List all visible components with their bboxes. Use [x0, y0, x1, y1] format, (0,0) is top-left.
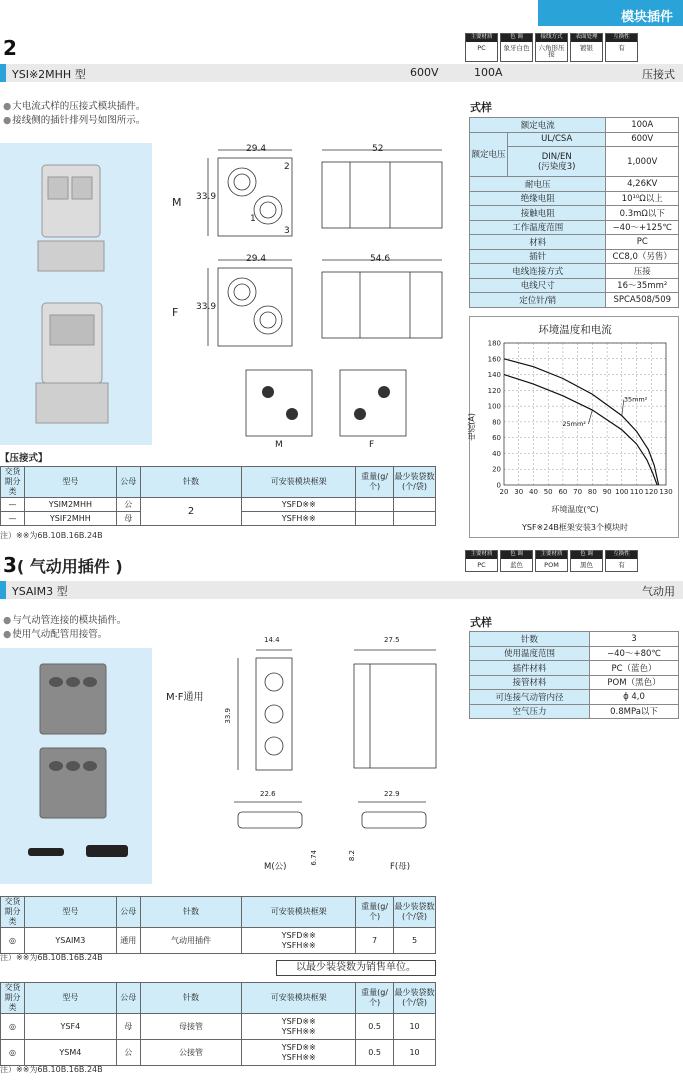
spec-key: 空气压力: [470, 704, 590, 719]
dim-width: 22.6: [260, 790, 276, 798]
spec-key: 工作温度范围: [470, 220, 606, 235]
pneumatic-illustration: [0, 648, 152, 884]
badge: 色 调 黑色: [570, 550, 603, 572]
voltage-rating: 600V: [410, 66, 439, 79]
col-header: 公母: [116, 983, 140, 1014]
x-tick-label: 50: [543, 488, 553, 496]
female-label: F(母): [390, 862, 411, 872]
feature-item: ● 与气动管连接的模块插件。: [3, 614, 126, 628]
col-header: 最少装袋数(个/袋): [394, 983, 436, 1014]
spec-title: 式样: [470, 616, 492, 629]
spec-table: [469, 117, 679, 308]
section-number: 3: [3, 553, 17, 577]
spec-key: 接管材料: [470, 675, 590, 690]
x-tick-label: 110: [629, 488, 644, 496]
col-header: 最少装袋数(个/袋): [394, 897, 436, 928]
current-rating: 100A: [474, 66, 503, 79]
col-header: 可安装模块框架: [242, 467, 356, 498]
dim-height: 33.9: [224, 708, 232, 724]
accessory-table: [0, 982, 436, 1066]
chart-title: 环境温度和电流: [538, 324, 612, 336]
dim-length: 52: [372, 144, 384, 154]
col-header: 重量(g/个): [356, 467, 394, 498]
spec-key: UL/CSA: [508, 132, 606, 147]
x-tick-label: 80: [587, 488, 597, 496]
series-leader: [588, 410, 592, 424]
spec-value: ϕ 4,0: [590, 690, 679, 705]
table-row: — YSIF2MHH 母 YSFH※※: [1, 512, 436, 526]
col-header: 公母: [116, 897, 140, 928]
spec-title: 式样: [470, 101, 492, 114]
spec-value: 10¹⁰Ω以上: [606, 191, 679, 206]
feature-item: ● 使用气动配管用接管。: [3, 628, 126, 642]
plot-frame: [504, 343, 666, 485]
product-table: [0, 896, 436, 954]
feature-item: ● 大电流式样的压接式模块插件。: [3, 100, 145, 114]
product-table: [0, 466, 436, 526]
col-header: 针数: [140, 897, 242, 928]
section-number: 2: [3, 36, 17, 60]
dim-length: 27.5: [384, 636, 400, 644]
y-tick-label: 160: [487, 355, 501, 364]
spec-value: CC8,0（另售）: [606, 249, 679, 264]
col-header: 交货期分类: [1, 467, 25, 498]
y-tick-label: 0: [496, 481, 501, 490]
col-header: 最少装袋数(个/袋): [394, 467, 436, 498]
footnote: 注）※※为6B.10B.16B.24B: [0, 953, 103, 962]
col-header: 公母: [116, 467, 140, 498]
y-tick-label: 20: [492, 465, 501, 474]
badge: 色 调 蓝色: [500, 550, 533, 572]
col-header: 型号: [24, 467, 116, 498]
spec-key: 额定电压: [470, 132, 508, 177]
spec-value: SPCA508/509: [606, 293, 679, 308]
spec-key: 插针: [470, 249, 606, 264]
col-header: 重量(g/个): [356, 897, 394, 928]
dim-width: 29.4: [246, 254, 267, 264]
product-photo: [0, 143, 152, 445]
spec-key: 绝缘电阻: [470, 191, 606, 206]
feature-item: ● 接线侧的插针排列号如图所示。: [3, 114, 145, 128]
x-tick-label: 60: [558, 488, 568, 496]
x-tick-label: 40: [528, 488, 538, 496]
table-row: ◎ YSF4 母 母接管 YSFD※※ YSFH※※ 0.5 10: [1, 1014, 436, 1040]
series-line: [504, 375, 657, 485]
y-tick-label: 140: [487, 371, 501, 380]
col-header: 型号: [24, 983, 116, 1014]
table-row: ◎ YSM4 公 公接管 YSFD※※ YSFH※※ 0.5 10: [1, 1040, 436, 1066]
pin-layout-f-label: F: [369, 440, 375, 450]
y-tick-label: 180: [487, 339, 501, 348]
spec-key: 耐电压: [470, 177, 606, 192]
spec-key: 针数: [470, 632, 590, 647]
badge: 接线方式 六角形压接: [535, 33, 568, 62]
spec-key: 材料: [470, 235, 606, 250]
connector-illustration: [0, 143, 152, 445]
section-title-bar: [0, 581, 683, 599]
spec-value: 0.8MPa以下: [590, 704, 679, 719]
product-table-title: 【压接式】: [0, 453, 48, 464]
section-title-bar: [0, 64, 683, 82]
x-tick-label: 130: [659, 488, 673, 496]
connection-type: 压接式: [642, 68, 675, 81]
y-tick-label: 120: [487, 386, 501, 395]
spec-value: 100A: [606, 118, 679, 133]
section-subtitle: ( 气动用插件 ): [16, 557, 123, 576]
spec-key: DIN/EN (污染度3): [508, 147, 606, 177]
label-m: M: [172, 196, 182, 209]
badge: 主要材质 PC: [465, 33, 498, 62]
spec-value: 3: [590, 632, 679, 647]
footnote: 注）※※为6B.10B.16B.24B: [0, 1065, 103, 1074]
badge: 互换性 有: [605, 550, 638, 572]
chart-caption: YSF※24B框架安装3个模块时: [521, 523, 629, 532]
chart-ylabel: 电流(A): [467, 413, 476, 441]
feature-list: [3, 614, 126, 642]
spec-value: 16～35mm²: [606, 278, 679, 293]
x-tick-label: 90: [602, 488, 612, 496]
category-tab: 模块插件: [538, 0, 683, 26]
spec-value: POM（黑色）: [590, 675, 679, 690]
pin-number: 2: [284, 162, 290, 172]
badge: 主要材质 POM: [535, 550, 568, 572]
badge: 色 调 象牙白色: [500, 33, 533, 62]
spec-key: 接触电阻: [470, 206, 606, 221]
spec-key: 可连接气动管内径: [470, 690, 590, 705]
dim-width: 14.4: [264, 636, 280, 644]
connection-type: 气动用: [642, 585, 675, 598]
dim-height: 33.9: [196, 192, 217, 202]
table-row: ◎ YSAIM3 通用 气动用插件 YSFD※※ YSFH※※ 7 5: [1, 928, 436, 954]
mf-common-label: M·F通用: [166, 692, 204, 703]
dim-height: 8.2: [348, 850, 356, 862]
male-label: M(公): [264, 862, 287, 872]
dim-width: 29.4: [246, 144, 267, 154]
series-label: 35mm²: [623, 395, 648, 404]
series-label: 25mm²: [562, 420, 586, 429]
spec-value: PC: [606, 235, 679, 250]
spec-value: 0.3mΩ以下: [606, 206, 679, 221]
col-header: 交货期分类: [1, 983, 25, 1014]
badge: 表面处理 镀银: [570, 33, 603, 62]
pin-number: 1: [250, 214, 256, 224]
dim-height: 33.9: [196, 302, 217, 312]
spec-value: 1,000V: [606, 147, 679, 177]
x-tick-label: 30: [514, 488, 524, 496]
spec-value: 4,26KV: [606, 177, 679, 192]
col-header: 型号: [24, 897, 116, 928]
y-tick-label: 60: [492, 434, 501, 443]
label-f: F: [172, 306, 179, 319]
spec-key: 定位针/销: [470, 293, 606, 308]
technical-drawing: [160, 628, 450, 878]
col-header: 重量(g/个): [356, 983, 394, 1014]
col-header: 可安装模块框架: [242, 983, 356, 1014]
y-tick-label: 40: [492, 449, 501, 458]
col-header: 交货期分类: [1, 897, 25, 928]
technical-drawing: [160, 140, 450, 460]
spec-key: 插件材料: [470, 661, 590, 676]
spec-key: 额定电流: [470, 118, 606, 133]
y-tick-label: 80: [492, 418, 501, 427]
derating-chart: [469, 316, 679, 538]
spec-key: 电线连接方式: [470, 264, 606, 279]
badge: 互换性 有: [605, 33, 638, 62]
dim-length: 54.6: [370, 254, 391, 264]
feature-list: [3, 100, 145, 128]
badge: 主要材质 PC: [465, 550, 498, 572]
dim-height: 6.74: [310, 850, 318, 866]
model-title: YSI※2MHH 型: [12, 68, 86, 81]
x-tick-label: 20: [499, 488, 509, 496]
min-order-note: 以最少装袋数为销售单位。: [276, 960, 436, 976]
chart-xlabel: 环境温度(℃): [551, 505, 599, 514]
spec-badges: [465, 550, 638, 572]
y-tick-label: 100: [487, 402, 501, 411]
x-tick-label: 70: [573, 488, 583, 496]
spec-value: 600V: [606, 132, 679, 147]
col-header: 针数: [140, 467, 242, 498]
dim-width: 22.9: [384, 790, 400, 798]
section-heading: [3, 553, 123, 577]
spec-key: 电线尺寸: [470, 278, 606, 293]
spec-value: −40～+80℃: [590, 646, 679, 661]
product-photo: [0, 648, 152, 884]
footnote: 注）※※为6B.10B.16B.24B: [0, 531, 103, 540]
table-row: — YSIM2MHH 公 2 YSFD※※: [1, 498, 436, 512]
col-header: 针数: [140, 983, 242, 1014]
pin-layout-m-label: M: [275, 440, 283, 450]
spec-value: 压接: [606, 264, 679, 279]
spec-table: [469, 631, 679, 719]
col-header: 可安装模块框架: [242, 897, 356, 928]
spec-value: −40～+125℃: [606, 220, 679, 235]
spec-key: 使用温度范围: [470, 646, 590, 661]
x-tick-label: 100: [615, 488, 629, 496]
pin-number: 3: [284, 226, 290, 236]
spec-badges: [465, 33, 638, 62]
x-tick-label: 120: [644, 488, 658, 496]
model-title: YSAIM3 型: [12, 585, 68, 598]
spec-value: PC（蓝色）: [590, 661, 679, 676]
